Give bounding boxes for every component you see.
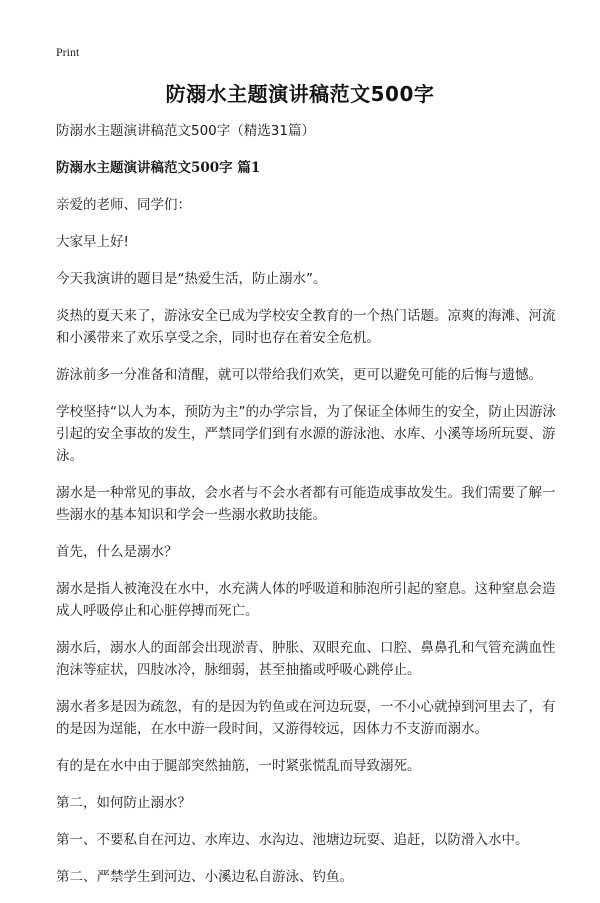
paragraph: 第一、不要私自在河边、水库边、水沟边、池塘边玩耍、追赶，以防滑入水中。 — [56, 832, 529, 848]
section-heading: 防溺水主题演讲稿范文500字 篇1 — [56, 160, 261, 176]
paragraph: 有的是在水中由于腿部突然抽筋，一时紧张慌乱而导致溺死。 — [56, 758, 421, 774]
print-label: Print — [56, 45, 80, 59]
paragraph: 学校坚持“以人为本，预防为主”的办学宗旨，为了保证全体师生的安全，防止因游泳引起的安全事故的发生，严禁同学们到有水源的游泳池、水库、小溪等场所玩耍、游泳。 — [56, 404, 556, 464]
paragraph: 溺水者多是因为疏忽，有的是因为钓鱼或在河边玩耍，一不小心就掉到河里去了，有的是因为逞能，在水中游一段时间，又游得较远，因体力不支游而溺水。 — [56, 699, 556, 737]
paragraph: 亲爱的老师、同学们： — [56, 197, 191, 213]
paragraph: 大家早上好! — [56, 234, 129, 250]
document-subtitle: 防溺水主题演讲稿范文500字（精选31篇） — [56, 123, 315, 139]
paragraph: 第二，如何防止溺水？ — [56, 795, 191, 811]
paragraph: 第二、严禁学生到河边、小溪边私自游泳、钓鱼。 — [56, 869, 353, 885]
paragraph: 溺水后，溺水人的面部会出现淤青、肿胀、双眼充血、口腔、鼻鼻孔和气管充满血性泡沫等症状，四肢冰冷，脉细弱，甚至抽搐或呼吸心跳停止。 — [56, 640, 556, 678]
document-body — [56, 120, 558, 903]
paragraph: 溺水是指人被淹没在水中，水充满人体的呼吸道和肺泡所引起的窒息。这种窒息会造成人呼吸停止和心脏停搏而死亡。 — [56, 581, 556, 619]
paragraph: 游泳前多一分准备和清醒，就可以带给我们欢笑，更可以避免可能的后悔与遗憾。 — [56, 367, 542, 383]
paragraph: 溺水是一种常见的事故，会水者与不会水者都有可能造成事故发生。我们需要了解一些溺水的基本知识和学会一些溺水救助技能。 — [56, 485, 556, 523]
page-title: 防溺水主题演讲稿范文500字 — [165, 82, 435, 106]
paragraph: 炎热的夏天来了，游泳安全已成为学校安全教育的一个热门话题。凉爽的海滩、河流和小溪带来了欢乐享受之余，同时也存在着安全危机。 — [56, 308, 556, 346]
paragraph: 首先，什么是溺水？ — [56, 544, 178, 560]
paragraph: 今天我演讲的题目是“热爱生活，防止溺水”。 — [56, 271, 327, 287]
